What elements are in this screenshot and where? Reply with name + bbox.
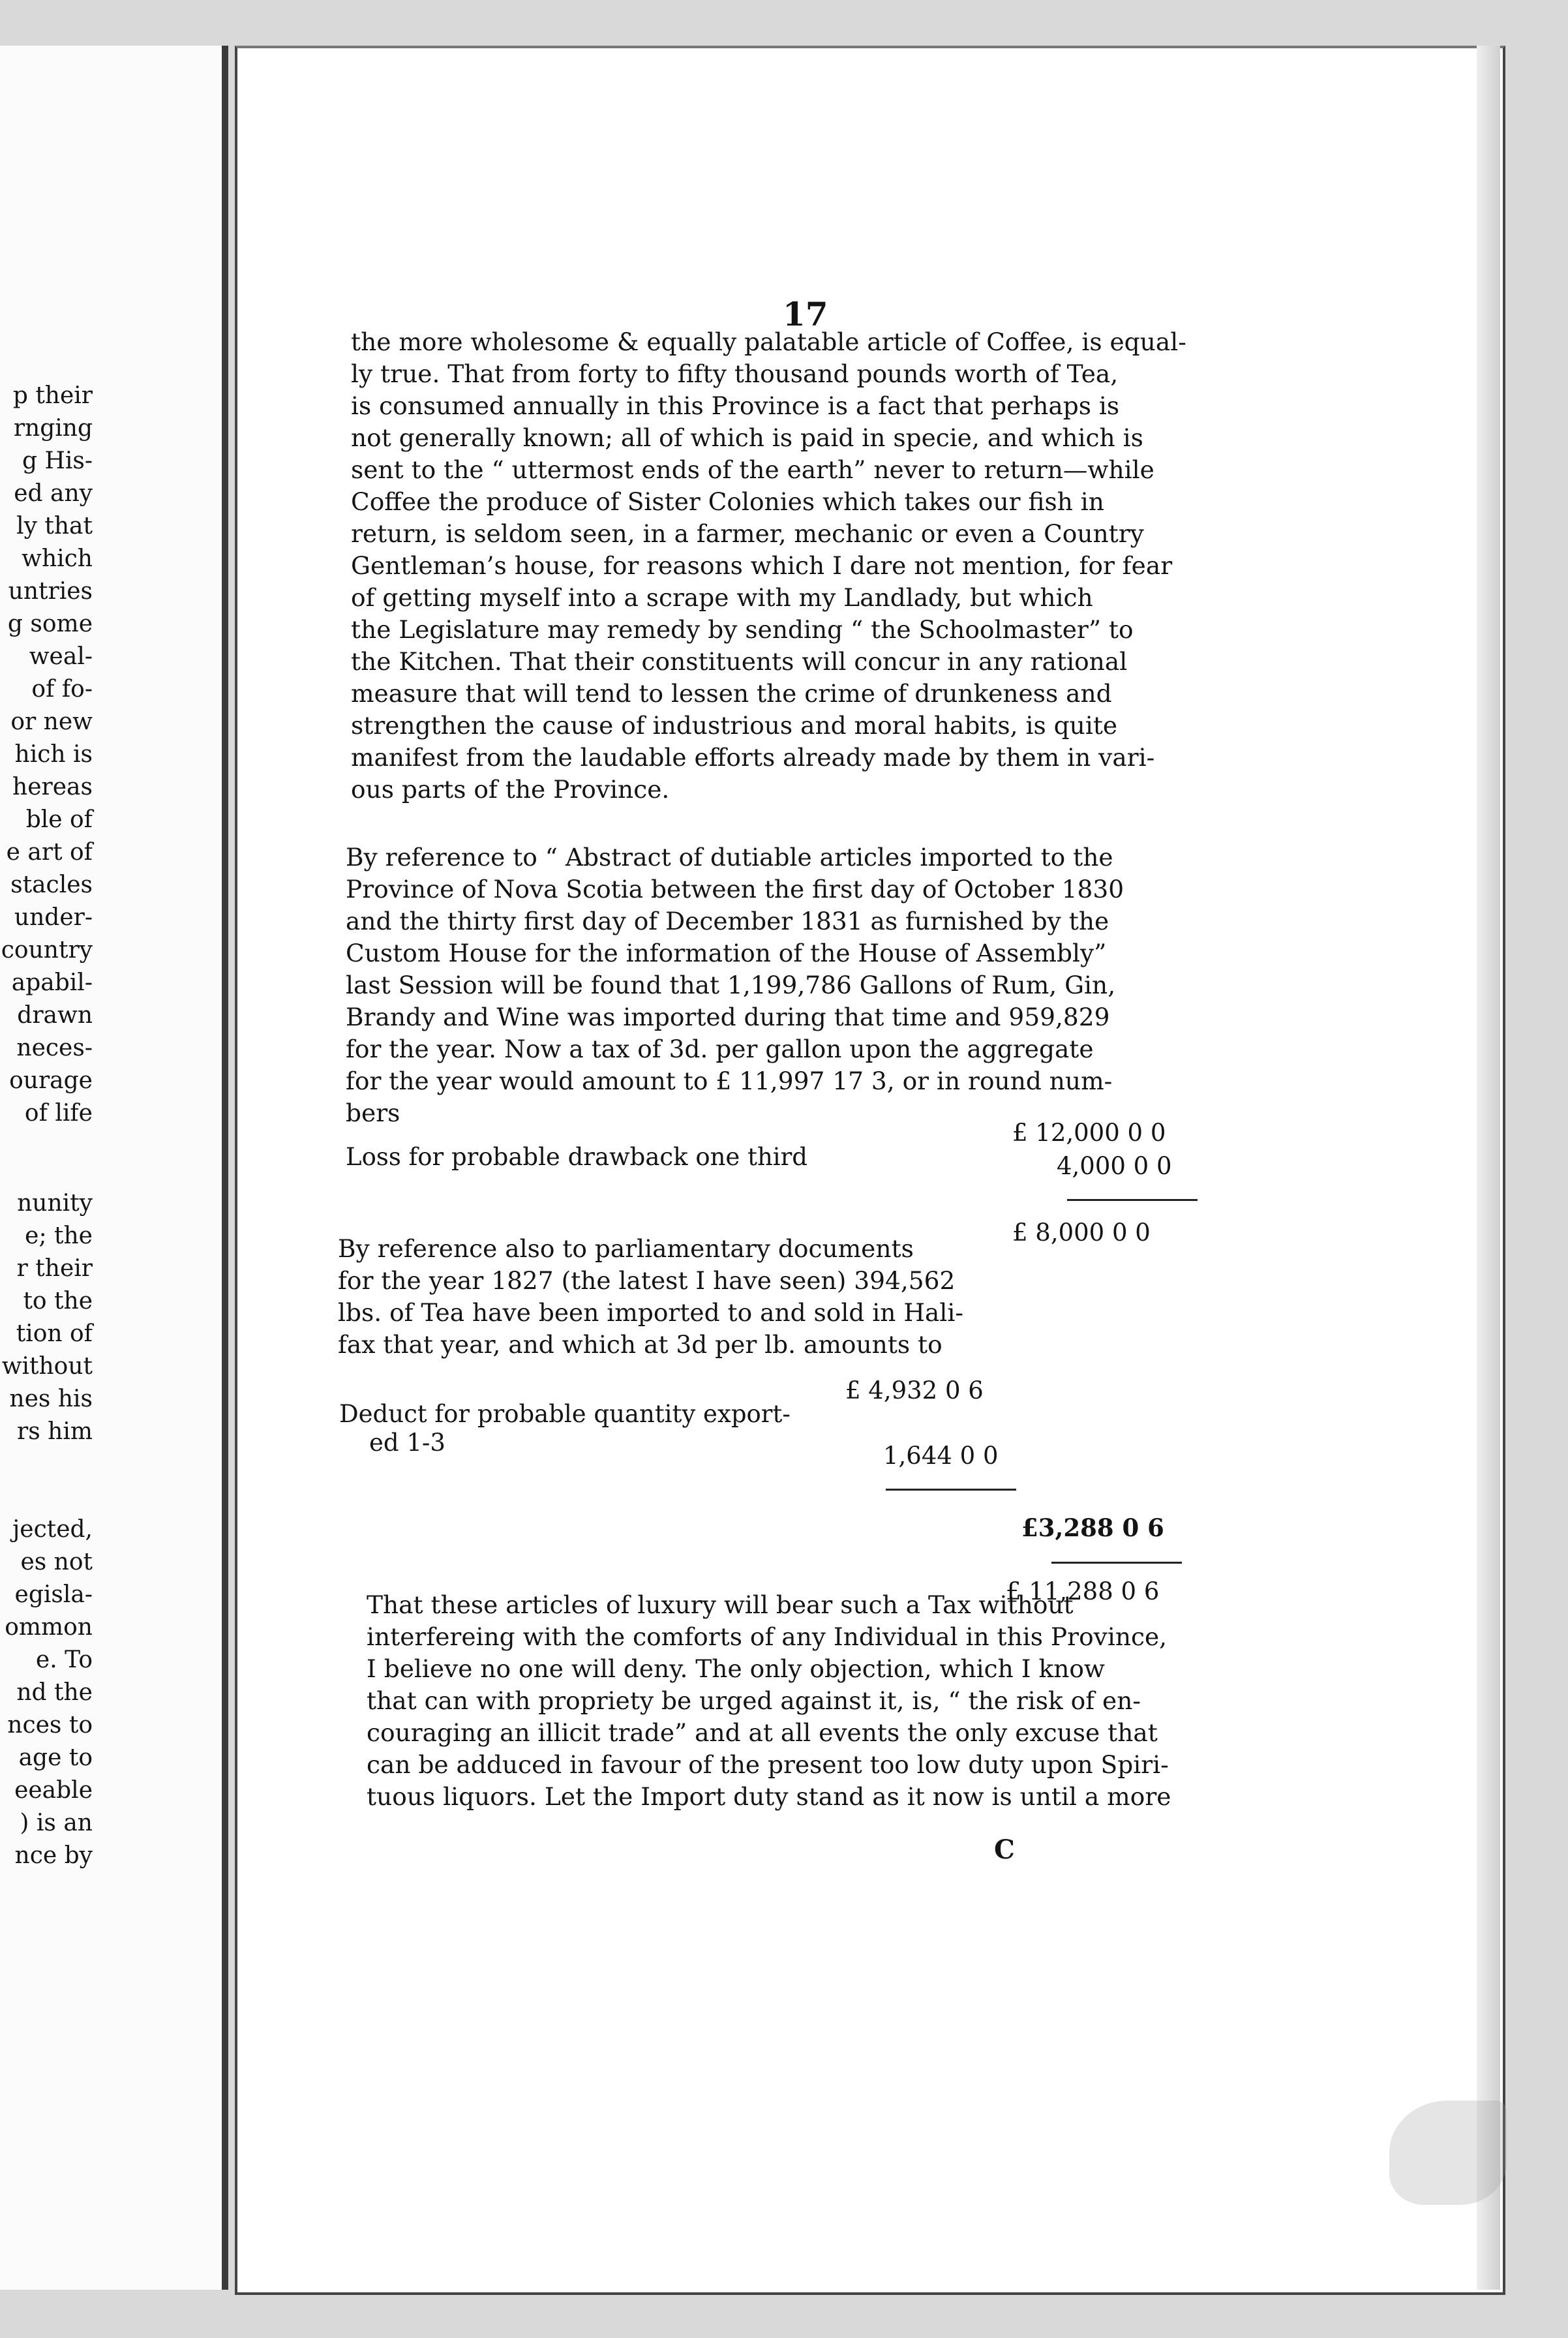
tea-sum-rule [886,1489,1016,1491]
text-line: tuous liquors. Let the Import duty stand as it now is until a more [367,1782,1171,1811]
tea-gross: £ 4,932 0 6 [845,1376,984,1404]
fragment-line: nunity [17,1190,93,1217]
rum-drawback-amount: 4,000 0 0 [1057,1152,1172,1180]
fragment-line: nd the [16,1679,93,1706]
rum-sum-rule [1067,1199,1198,1201]
text-line: That these articles of luxury will bear such a Tax without [367,1590,1074,1619]
page-edge-shadow [1477,46,1500,2290]
text-line: interfereing with the comforts of any Individual in this Province, [367,1622,1168,1651]
fragment-line: stacles [10,872,93,898]
fragment-line: neces- [16,1035,93,1061]
text-line: the Legislature may remedy by sending “ the Schoolmaster” to [351,615,1134,644]
paragraph-coffee-tea [351,326,1251,806]
paragraph-luxury-tax [367,1589,1228,1813]
text-line: Coffee the produce of Sister Colonies which takes our fish in [351,487,1104,516]
facing-page-block-2 [0,1155,93,1481]
text-line: for the year. Now a tax of 3d. per gallon upon the aggregate [346,1035,1094,1063]
text-line: ous parts of the Province. [351,775,670,804]
fragment-line: apabil- [11,969,93,996]
fragment-line: e. To [35,1647,93,1673]
fragment-line: hich is [14,741,93,768]
fragment-line: ourage [9,1067,93,1094]
text-line: last Session will be found that 1,199,786 Gallons of Rum, Gin, [346,971,1116,999]
fragment-line: age to [18,1744,93,1771]
text-line: Brandy and Wine was imported during that time and 959,829 [346,1003,1110,1031]
text-line: strengthen the cause of industrious and moral habits, is quite [351,711,1118,740]
fragment-line: without [1,1353,93,1380]
fragment-line: es not [20,1549,93,1575]
grand-total: £ 11,288 0 6 [1006,1577,1160,1605]
fragment-line: g some [7,611,93,637]
fragment-line: jected, [12,1516,93,1543]
fragment-line: ommon [5,1614,93,1641]
fragment-line: g His- [22,448,93,474]
fragment-line: rs him [17,1418,93,1445]
fragment-line: weal- [29,643,93,670]
fragment-line: r their [16,1255,93,1282]
fragment-line: hereas [12,774,93,800]
fragment-line: nes his [9,1386,93,1412]
facing-page-block-3 [0,1481,93,1905]
paragraph-rum-abstract [346,842,1239,1129]
fragment-line: drawn [17,1002,93,1029]
fragment-line: country [1,937,93,964]
fragment-line: or new [10,708,93,735]
fragment-line: egisla- [14,1581,93,1608]
page-corner-damage [1389,2101,1507,2205]
text-line: Custom House for the information of the House of Assembly” [346,939,1107,967]
page-number: 17 [783,295,828,333]
fragment-line: ) is an [20,1810,93,1836]
text-line: that can with propriety be urged against it, is, “ the risk of en- [367,1686,1141,1715]
text-line: ly true. That from forty to fifty thousand pounds worth of Tea, [351,359,1119,388]
text-line: the more wholesome & equally palatable article of Coffee, is equal- [351,327,1186,356]
text-line: Province of Nova Scotia between the first day of October 1830 [346,875,1124,903]
tea-deduct-amount: 1,644 0 0 [883,1442,999,1470]
fragment-line: under- [14,904,93,931]
text-line: lbs. of Tea have been imported to and sold in Hali- [338,1298,964,1327]
fragment-line: tion of [16,1320,93,1347]
text-line: bers [346,1099,400,1127]
text-line: for the year 1827 (the latest I have seen) 394,562 [338,1266,956,1295]
rum-net: £ 8,000 0 0 [1012,1219,1151,1247]
fragment-line: ble of [25,806,93,833]
paragraph-tea-documents [338,1233,1029,1361]
signature-mark: C [994,1834,1015,1865]
fragment-line: p their [12,382,93,409]
text-line: couraging an illicit trade” and at all events the only excuse that [367,1718,1158,1747]
fragment-line: untries [8,578,93,605]
text-line: Gentleman’s house, for reasons which I dare not mention, for fear [351,551,1173,580]
tea-deduct-label: Deduct for probable quantity export- [339,1400,791,1428]
fragment-line: e art of [6,839,93,866]
facing-page-block-1 [0,347,93,1162]
fragment-line: e; the [25,1222,93,1249]
fragment-line: of life [24,1100,93,1127]
tea-deduct-label-cont: ed 1-3 [369,1429,445,1457]
text-line: manifest from the laudable efforts already made by them in vari- [351,743,1155,772]
rum-round-total: £ 12,000 0 0 [1012,1119,1166,1147]
text-line: of getting myself into a scrape with my Landlady, but which [351,583,1093,612]
fragment-line: eeable [14,1777,93,1804]
fragment-line: ed any [14,480,93,507]
text-line: for the year would amount to £ 11,997 17 3, or in round num- [346,1067,1113,1095]
text-line: return, is seldom seen, in a farmer, mechanic or even a Country [351,519,1144,548]
fragment-line: to the [23,1288,93,1314]
text-line: By reference also to parliamentary documents [338,1234,914,1263]
fragment-line: nces to [7,1712,93,1738]
fragment-line: ly that [16,513,93,539]
text-line: the Kitchen. That their constituents will concur in any rational [351,647,1128,676]
rum-drawback-label: Loss for probable drawback one third [346,1143,807,1171]
text-line: can be adduced in favour of the present too low duty upon Spiri- [367,1750,1169,1779]
text-line: sent to the “ uttermost ends of the earth” never to return—while [351,455,1154,484]
text-line: measure that will tend to lessen the crime of drunkeness and [351,679,1112,708]
fragment-line: which [22,545,93,572]
text-line: fax that year, and which at 3d per lb. amounts to [338,1330,942,1359]
text-line: is consumed annually in this Province is a fact that perhaps is [351,391,1120,420]
grand-total-rule [1051,1562,1182,1564]
tea-net: £3,288 0 6 [1021,1513,1164,1542]
text-line: By reference to “ Abstract of dutiable articles imported to the [346,843,1113,872]
fragment-line: nce by [14,1842,93,1869]
fragment-line: rnging [13,415,93,442]
facing-page [0,46,228,2290]
text-line: I believe no one will deny. The only objection, which I know [367,1654,1106,1683]
text-line: and the thirty first day of December 1831 as furnished by the [346,907,1109,935]
text-line: not generally known; all of which is paid in specie, and which is [351,423,1143,452]
fragment-line: of fo- [31,676,93,703]
